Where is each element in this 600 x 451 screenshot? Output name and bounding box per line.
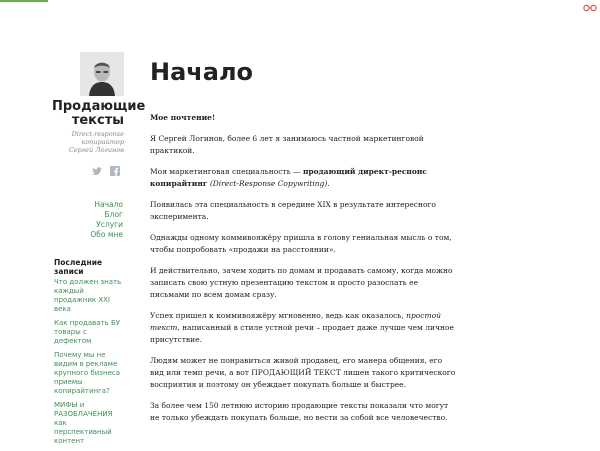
main-nav	[70, 200, 123, 240]
recent-posts-list	[54, 278, 126, 451]
letters-paragraph: И действительно, зачем ходить по домам и продавать самому, когда можно записать свою устную презентацию текстом и просто разослать ее письмами по всем домам сразу.	[150, 266, 453, 299]
twitter-icon[interactable]	[92, 166, 102, 176]
specialty-suffix: .	[327, 179, 330, 188]
site-description: Direct-response копирайтор Сергей Логинов	[68, 130, 124, 154]
nav-item-home[interactable]: Начало	[94, 200, 123, 209]
perception-paragraph: Людям может не понравиться живой продавец, его манера общения, его вид или темп речи, а вот ПРОДАЮЩИЙ ТЕКСТ лишен такого критического восприятия и поэтому он убеждает покупать больше и быстрее.	[150, 356, 456, 389]
avatar-photo	[80, 52, 124, 96]
nav-item-about[interactable]: Обо мне	[90, 230, 123, 239]
site-title[interactable]: Продающие тексты	[52, 99, 146, 128]
main-content	[150, 56, 456, 433]
recent-post-link[interactable]: Как продавать БУ товары с дефектом	[54, 319, 121, 345]
page-title: Начало	[150, 58, 254, 86]
success-italic: простой текст	[150, 311, 441, 332]
legacy-paragraph: За более чем 150 летнюю историю продающие тексты показали что могут не только убеждать покупать больше, но вести за собой все человечество.	[150, 401, 449, 422]
top-accent-bar	[0, 0, 48, 2]
recent-post-link[interactable]: МИФЫ и РАЗОБЛАЧЕНИЯ как перспективный контент	[54, 401, 113, 445]
success-suffix: , написанный в стиле устной речи – продает даже лучше чем личное присутствие.	[150, 323, 454, 344]
nav-item-blog[interactable]: Блог	[104, 210, 123, 219]
specialty-prefix: Моя маркетинговая специальность —	[150, 167, 303, 176]
recent-post-link[interactable]: Что должен знать каждый продажник XXI века	[54, 278, 122, 313]
specialty-italic: (Direct-Response Copywriting)	[209, 179, 328, 188]
history-paragraph: Появилась эта специальность в середине XIX в результате интересного эксперимента.	[150, 200, 436, 221]
greeting-text: Мое почтение!	[150, 113, 216, 122]
salesman-paragraph: Однажды одному коммивояжёру пришла в голову гениальная мысль о том, чтобы попробовать «продажи на расстоянии».	[150, 233, 452, 254]
success-prefix: Успех пришел к коммивояжёру мгновенно, ведь как оказалось,	[150, 311, 407, 320]
glasses-icon[interactable]	[583, 4, 597, 12]
specialty-paragraph	[150, 166, 456, 190]
specialty-bold: продающий директ-респонс копирайтинг	[150, 167, 427, 188]
facebook-icon[interactable]	[110, 166, 120, 176]
recent-post-link[interactable]: Почему мы не видим в рекламе крупного бизнеса приемы копирайтинга?	[54, 351, 121, 395]
nav-item-services[interactable]: Услуги	[96, 220, 123, 229]
avatar[interactable]	[80, 52, 124, 96]
recent-posts-heading: Последние записи	[54, 258, 103, 276]
greeting-paragraph	[150, 112, 456, 124]
intro-paragraph: Я Сергей Логинов, более 6 лет я занимаюсь частной маркетинговой практикой.	[150, 134, 424, 155]
success-paragraph	[150, 310, 456, 346]
